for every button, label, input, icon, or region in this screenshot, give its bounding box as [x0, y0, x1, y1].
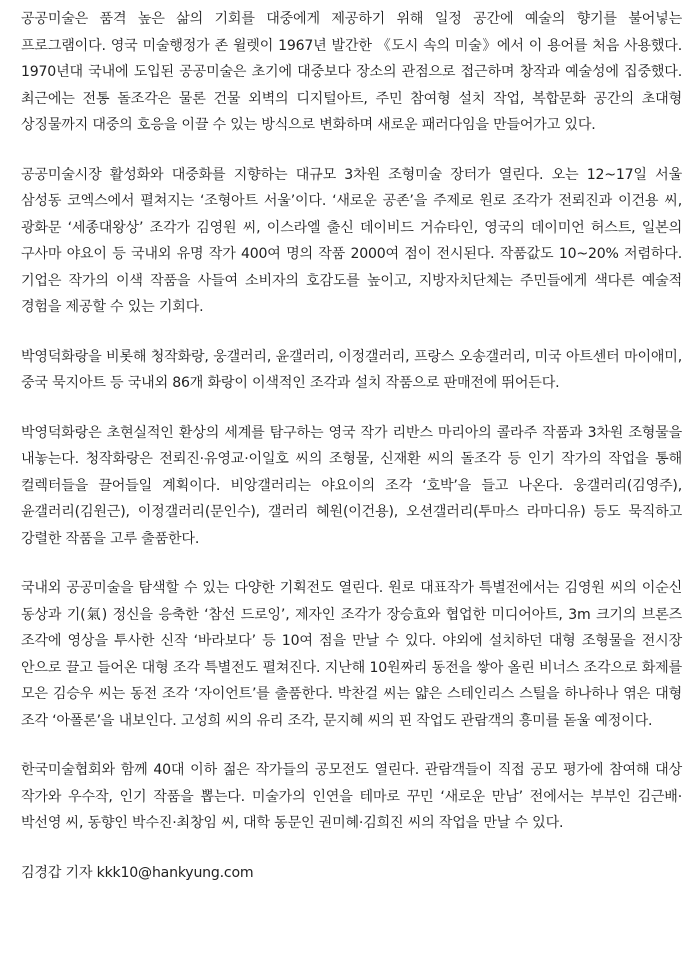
article-paragraph-4: 박영덕화랑은 초현실적인 환상의 세계를 탐구하는 영국 작가 리반스 마리아의 콜라주 작품과 3차원 조형물을 내놓는다. 청작화랑은 전뢰진·유영교·이일호 씨의 조형물, 신재환 씨의 돌조각 등 인기 작가의 작업을 통해 컬렉터들을 끌어들일 계획이다. 비앙갤러리는 야요이의 조각 ‘호박’을 들고 나온다. 웅갤러리(김영주), 윤갤러리(김원근), 이정갤러리(문인수), 갤러리 혜원(이건용), 오션갤러리(투마스 라마디유) 등도 묵직하고 강렬한 작품을 고루 출품한다.: [21, 424, 682, 547]
article-paragraph-6: 한국미술협회와 함께 40대 이하 젊은 작가들의 공모전도 열린다. 관람객들이 직접 공모 평가에 참여해 대상 작가와 우수작, 인기 작품을 뽑는다. 미술가의 인연을 테마로 꾸민 ‘새로운 만남’ 전에서는 부부인 김근배·박선영 씨, 동향인 박수진·최창임 씨, 대학 동문인 권미혜·김희진 씨의 작업을 만날 수 있다.: [21, 762, 682, 831]
author-byline: 김경갑 기자 kkk10@hankyung.com: [21, 864, 254, 881]
article-paragraph-2: 공공미술시장 활성화와 대중화를 지향하는 대규모 3차원 조형미술 장터가 열린다. 오는 12~17일 서울 삼성동 코엑스에서 펼쳐지는 ‘조형아트 서울’이다. ‘새로운 공존’을 주제로 원로 조각가 전뢰진과 이건용 씨, 광화문 ‘세종대왕상’ 조각가 김영원 씨, 이스라엘 출신 데이비드 거슈타인, 영국의 데이미언 허스트, 일본의 구사마 야요이 등 국내외 유명 작가 400여 명의 작품 2000여 점이 전시된다. 작품값도 10~20% 저렴하다. 기업은 작가의 이색 작품을 사들여 소비자의 호감도를 높이고, 지방자치단체는 주민들에게 색다른 예술적 경험을 제공할 수 있는 기회다.: [21, 166, 682, 315]
article-paragraph-3: 박영덕화랑을 비롯해 청작화랑, 웅갤러리, 윤갤러리, 이정갤러리, 프랑스 오송갤러리, 미국 아트센터 마이애미, 중국 묵지아트 등 국내외 86개 화랑이 이색적인 조각과 설치 작품으로 판매전에 뛰어든다.: [21, 348, 682, 391]
article-paragraph-1: 공공미술은 품격 높은 삶의 기회를 대중에게 제공하기 위해 일정 공간에 예술의 향기를 불어넣는 프로그램이다. 영국 미술행정가 존 윌렛이 1967년 발간한 《도시 속의 미술》에서 이 용어를 처음 사용했다. 1970년대 국내에 도입된 공공미술은 초기에 대중보다 장소의 관점으로 접근하며 창작과 예술성에 집중했다. 최근에는 전통 돌조각은 물론 건물 외벽의 디지털아트, 주민 참여형 설치 작업, 복합문화 공간의 초대형 상징물까지 대중의 호응을 이끌 수 있는 방식으로 변화하며 새로운 패러다임을 만들어가고 있다.: [21, 11, 682, 133]
article-paragraph-5: 국내외 공공미술을 탐색할 수 있는 다양한 기획전도 열린다. 원로 대표작가 특별전에서는 김영원 씨의 이순신 동상과 기(氣) 정신을 응축한 ‘참선 드로잉’, 제자인 조각가 장승효와 협업한 미디어아트, 3m 크기의 브론즈 조각에 영상을 투사한 신작 ‘바라보다’ 등 10여 점을 만날 수 있다. 야외에 설치하던 대형 조형물을 전시장 안으로 끌고 들어온 대형 조각 특별전도 펼쳐진다. 지난해 10원짜리 동전을 쌓아 올린 비너스 조각으로 화제를 모은 김승우 씨는 동전 조각 ‘자이언트’를 출품한다. 박찬걸 씨는 얇은 스테인리스 스틸을 하나하나 엮은 대형 조각 ‘아폴론’을 내보인다. 고성희 씨의 유리 조각, 문지혜 씨의 핀 작업도 관람객의 흥미를 돋울 예정이다.: [21, 580, 683, 729]
